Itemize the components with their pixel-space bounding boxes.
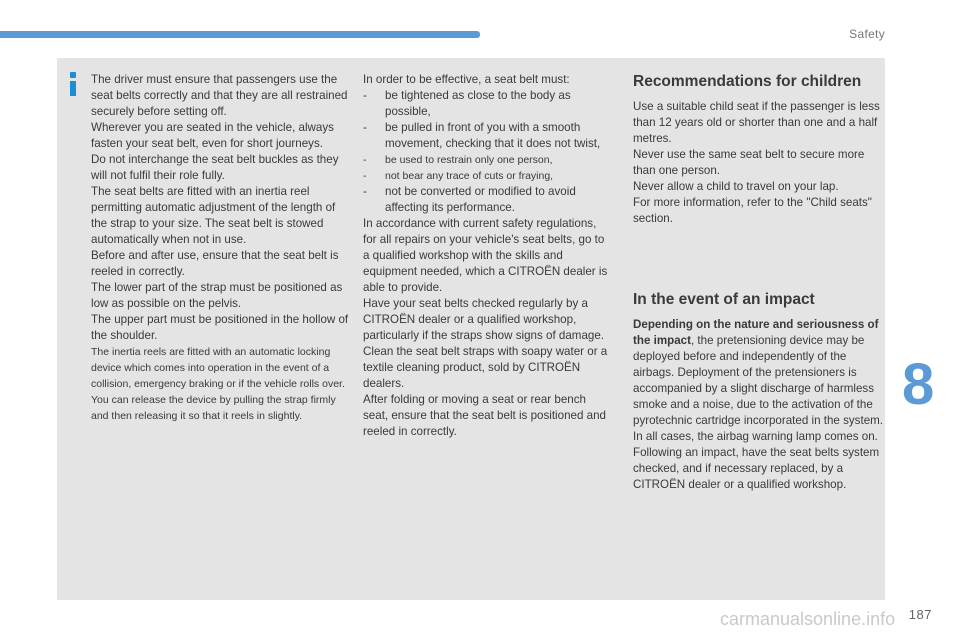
impact-paragraph: In all cases, the airbag warning lamp comes on. (633, 430, 878, 443)
children-paragraph: Never allow a child to travel on your lap. (633, 180, 839, 193)
children-paragraph: Never use the same seat belt to secure more than one person. (633, 148, 865, 177)
info-column (91, 72, 353, 424)
impact-section (633, 290, 885, 493)
impact-paragraph: Following an impact, have the seat belts system checked, and if necessary replaced, by a CITROËN dealer or a qualified workshop. (633, 446, 880, 491)
chapter-number: 8 (902, 352, 935, 417)
children-paragraph: For more information, refer to the "Child seats" section. (633, 196, 872, 225)
section-title: Safety (849, 27, 885, 41)
requirement-item: - not be converted or modified to avoid affecting its performance. (363, 185, 576, 214)
requirement-item: - not bear any trace of cuts or fraying, (363, 170, 554, 182)
info-paragraph: The upper part must be positioned in the hollow of the shoulder. (91, 313, 349, 342)
info-paragraph: Before and after use, ensure that the seat belt is reeled in correctly. (91, 249, 339, 278)
seatbelt-requirements-column (363, 72, 608, 440)
header-accent-bar (0, 31, 480, 38)
impact-heading: In the event of an impact (633, 291, 815, 308)
children-section (633, 72, 883, 227)
info-icon (68, 72, 78, 96)
maintenance-paragraph: Have your seat belts checked regularly by a CITROËN dealer or a qualified workshop, particularly if the straps show signs of damage. (363, 297, 605, 342)
requirements-intro: In order to be effective, a seat belt must: (363, 73, 570, 86)
info-paragraph: Do not interchange the seat belt buckles as they will not fulfil their role fully. (91, 153, 339, 182)
children-paragraph: Use a suitable child seat if the passenger is less than 12 years old or shorter than one and a half metres. (633, 100, 880, 145)
impact-lead-paragraph (633, 317, 885, 429)
requirement-item: - be used to restrain only one person, (363, 154, 553, 166)
maintenance-paragraph: Clean the seat belt straps with soapy water or a textile cleaning product, sold by CITROËN dealers. (363, 345, 608, 390)
info-paragraph: The driver must ensure that passengers use the seat belts correctly and that they are all restrained securely before setting off. (91, 73, 348, 118)
info-paragraph: The lower part of the strap must be positioned as low as possible on the pelvis. (91, 281, 343, 310)
inertia-reel-note: The inertia reels are fitted with an automatic locking device which comes into operation in the event of a collision, emergency braking or if the vehicle rolls over. You can release the device by pulling the strap firmly and then releasing it so that it reels in slightly. (91, 346, 345, 422)
maintenance-paragraph: In accordance with current safety regulations, for all repairs on your vehicle's seat belts, go to a qualified workshop with the skills and equipment needed, which a CITROËN dealer is able to provide. (363, 217, 608, 294)
impact-lead-rest: , the pretensioning device may be deployed before and independently of the airbags. Deployment of the pretensioners is accompanied by a slight discharge of harmless smoke and a noise, due to the activation of the pyrotechnic cartridge incorporated in the system. (633, 334, 884, 427)
children-heading: Recommendations for children (633, 73, 862, 90)
info-paragraph: The seat belts are fitted with an inertia reel permitting automatic adjustment of the length of the strap to your size. The seat belt is stowed automatically when not in use. (91, 185, 336, 246)
info-paragraph: Wherever you are seated in the vehicle, always fasten your seat belt, even for short journeys. (91, 121, 334, 150)
requirement-item: - be pulled in front of you with a smooth movement, checking that it does not twist, (363, 121, 601, 150)
page-number: 187 (908, 607, 932, 622)
maintenance-paragraph: After folding or moving a seat or rear bench seat, ensure that the seat belt is positioned and reeled in correctly. (363, 393, 606, 438)
watermark: carmanualsonline.info (720, 609, 896, 629)
requirement-item: - be tightened as close to the body as possible, (363, 89, 571, 118)
impact-lead-bold: Depending on the nature and seriousness of the impact (633, 318, 879, 347)
